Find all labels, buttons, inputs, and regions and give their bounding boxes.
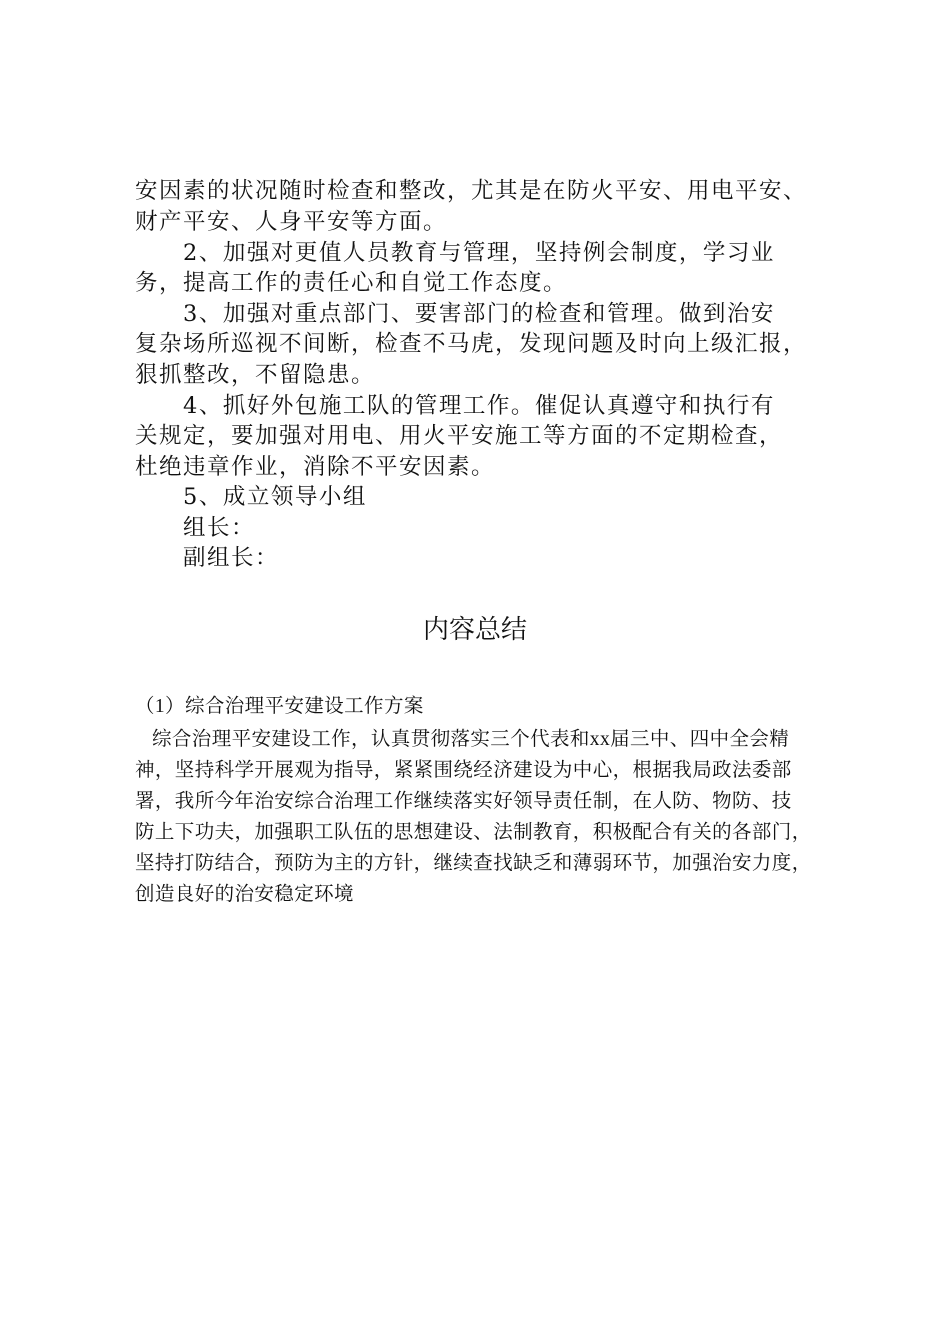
body-line: 3、加强对重点部门、要害部门的检查和管理。做到治安 xyxy=(183,301,775,327)
body-line: 务，提高工作的责任心和自觉工作态度。 xyxy=(135,270,568,296)
body-line: 副组长： xyxy=(183,545,280,571)
body-line: 财产平安、人身平安等方面。 xyxy=(135,209,448,235)
body-line: 复杂场所巡视不间断，检查不马虎，发现问题及时向上级汇报， xyxy=(135,331,808,357)
body-line: 2、加强对更值人员教育与管理，坚持例会制度，学习业 xyxy=(183,240,775,266)
summary-line: 防上下功夫，加强职工队伍的思想建设、法制教育，积极配合有关的各部门， xyxy=(135,822,812,843)
summary-line: 署，我所今年治安综合治理工作继续落实好领导责任制，在人防、物防、技 xyxy=(135,791,792,812)
body-line: 杜绝违章作业，消除不平安因素。 xyxy=(135,454,496,480)
summary-line: 神，坚持科学开展观为指导，紧紧围绕经济建设为中心，根据我局政法委部 xyxy=(135,760,792,781)
body-line: 5、成立领导小组 xyxy=(183,484,367,510)
body-line: 安因素的状况随时检查和整改，尤其是在防火平安、用电平安、 xyxy=(135,178,808,204)
body-line: 4、抓好外包施工队的管理工作。催促认真遵守和执行有 xyxy=(183,393,775,419)
body-line: 组长： xyxy=(183,515,256,541)
summary-line: 坚持打防结合，预防为主的方针，继续查找缺乏和薄弱环节，加强治安力度， xyxy=(135,853,812,874)
summary-heading: （1）综合治理平安建设工作方案 xyxy=(135,696,424,717)
summary-title: 内容总结 xyxy=(422,615,527,644)
summary-line: 综合治理平安建设工作，认真贯彻落实三个代表和xx届三中、四中全会精 xyxy=(152,729,790,750)
summary-line: 创造良好的治安稳定环境 xyxy=(135,884,354,905)
body-line: 狠抓整改，不留隐患。 xyxy=(135,362,376,388)
body-line: 关规定，要加强对用电、用火平安施工等方面的不定期检查， xyxy=(135,423,784,449)
